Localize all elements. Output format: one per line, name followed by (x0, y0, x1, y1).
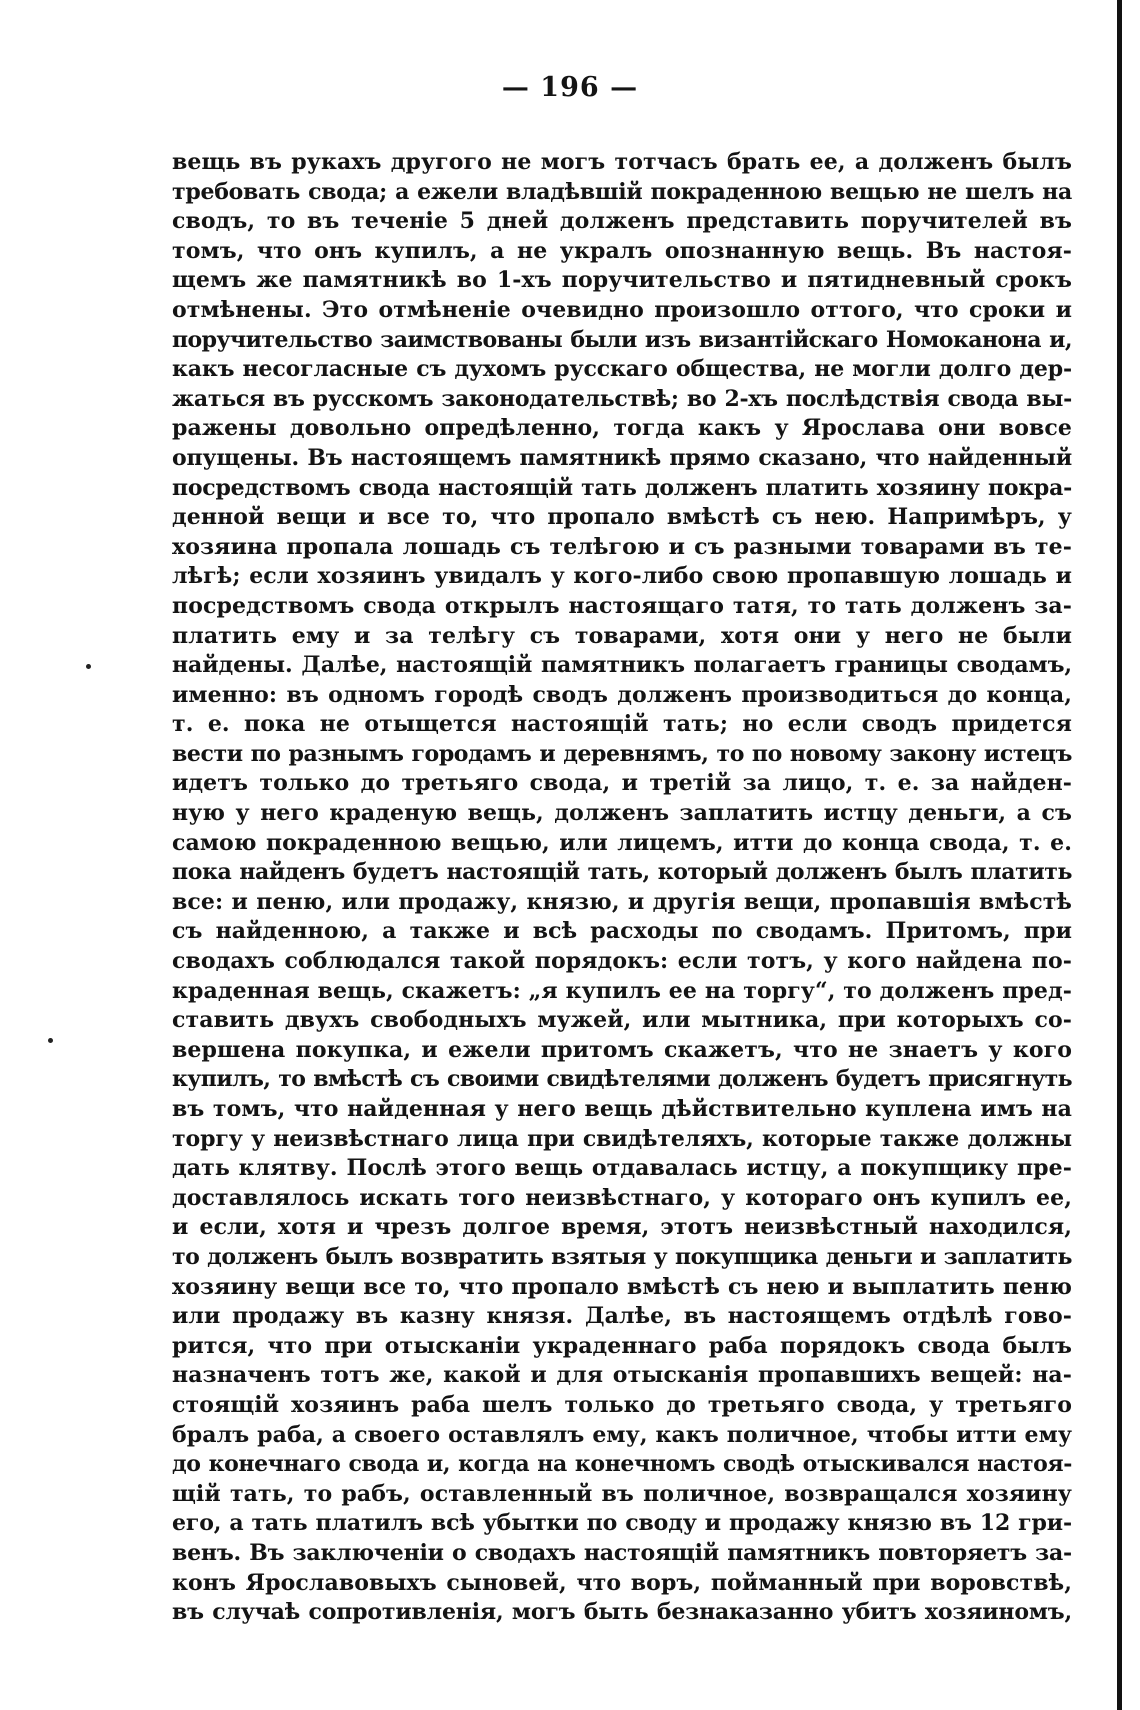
text-line: сводахъ соблюдался такой порядокъ: если тотъ, у кого найдена по- (172, 948, 1072, 975)
text-line: опущены. Въ настоящемъ памятникѣ прямо сказано, что найденный (172, 444, 1072, 471)
text-line: рится, что при отысканіи украденнаго раба порядокъ свода былъ (172, 1332, 1072, 1359)
text-line: въ томъ, что найденная у него вещь дѣйствительно куплена имъ на (172, 1096, 1072, 1122)
text-line: съ найденною, а также и всѣ расходы по сводамъ. Притомъ, при (172, 918, 1072, 945)
text-line: ставить двухъ свободныхъ мужей, или мытника, при которыхъ со- (172, 1007, 1072, 1034)
text-line: его, а тать платилъ всѣ убытки по своду и продажу князю въ 12 гри- (172, 1510, 1072, 1537)
text-line: ражены довольно опредѣленно, тогда какъ у Ярослава они вовсе (172, 415, 1072, 442)
text-line: посредствомъ свода настоящій тать долженъ платить хозяину покра- (172, 474, 1072, 501)
stray-ink-mark (48, 1038, 53, 1043)
text-line: то долженъ былъ возвратить взятыя у покупщика деньги и заплатить (172, 1243, 1072, 1270)
text-line: т. е. пока не отыщется настоящій тать; но если сводъ придется (172, 711, 1072, 738)
text-line: хозяина пропала лошадь съ телѣгою и съ разными товарами въ те- (172, 533, 1072, 560)
text-line: требовать свода; а ежели владѣвшій покраденною вещью не шелъ на (172, 178, 1072, 205)
text-line: жаться въ русскомъ законодательствѣ; во 2-хъ послѣдствія свода вы- (172, 385, 1072, 412)
text-line: купилъ, то вмѣстѣ съ своими свидѣтелями долженъ будетъ присягнуть (172, 1066, 1072, 1093)
text-line: хозяину вещи все то, что пропало вмѣстѣ съ нею и выплатить пеню (172, 1273, 1072, 1300)
scan-edge-shadow (1117, 0, 1122, 1710)
text-line: платить ему и за телѣгу съ товарами, хотя они у него не были (172, 622, 1072, 649)
text-line: краденная вещь, скажетъ: „я купилъ ее на торгу“, то долженъ пред- (172, 977, 1072, 1004)
text-line: все: и пеню, или продажу, князю, и другія вещи, пропавшія вмѣстѣ (172, 888, 1072, 915)
text-line: бралъ раба, а своего оставлялъ ему, какъ поличное, чтобы итти ему (172, 1421, 1072, 1448)
text-line: въ случаѣ сопротивленія, могъ быть безнаказанно убитъ хозяиномъ, (172, 1599, 1072, 1626)
text-line: томъ, что онъ купилъ, а не укралъ опознанную вещь. Въ настоя- (172, 237, 1072, 264)
text-line: до конечнаго свода и, когда на конечномъ сводѣ отыскивался настоя- (172, 1451, 1072, 1478)
page-number: — 196 — (501, 72, 639, 103)
text-line: поручительство заимствованы были изъ византійскаго Номоканона и, (172, 326, 1072, 353)
text-line: именно: въ одномъ городѣ сводъ долженъ производиться до конца, (172, 681, 1072, 708)
stray-ink-mark (86, 664, 91, 669)
body-text (172, 148, 1072, 1628)
text-line: венъ. Въ заключеніи о сводахъ настоящій памятникъ повторяетъ за- (172, 1539, 1072, 1566)
text-line: идетъ только до третьяго свода, и третій за лицо, т. е. за найден- (172, 770, 1072, 797)
text-line: стоящій хозяинъ раба шелъ только до третьяго свода, у третьяго (172, 1391, 1072, 1418)
text-line: самою покраденною вещью, или лицемъ, итти до конца свода, т. е. (172, 829, 1072, 856)
text-line: денной вещи и все то, что пропало вмѣстѣ съ нею. Напримѣръ, у (172, 504, 1072, 531)
text-line: ную у него краденую вещь, долженъ заплатить истцу деньги, а съ (172, 800, 1072, 827)
text-line: пока найденъ будетъ настоящій тать, который долженъ былъ платить (172, 859, 1072, 886)
text-line: сводъ, то въ теченіе 5 дней долженъ представить поручителей въ (172, 208, 1072, 235)
text-line: конъ Ярославовыхъ сыновей, что воръ, пойманный при воровствѣ, (172, 1569, 1072, 1596)
text-line: какъ несогласные съ духомъ русскаго общества, не могли долго дер- (172, 356, 1072, 383)
text-line: щій тать, то рабъ, оставленный въ поличное, возвращался хозяину (172, 1480, 1072, 1507)
text-line: вершена покупка, и ежели притомъ скажетъ, что не знаетъ у кого (172, 1036, 1072, 1063)
text-line: вести по разнымъ городамъ и деревнямъ, то по новому закону истецъ (172, 740, 1072, 767)
text-line: назначенъ тотъ же, какой и для отысканія пропавшихъ вещей: на- (172, 1362, 1072, 1389)
text-line: и если, хотя и чрезъ долгое время, этотъ неизвѣстный находился, (172, 1214, 1072, 1241)
text-line: посредствомъ свода открылъ настоящаго татя, то тать долженъ за- (172, 592, 1072, 619)
text-line: найдены. Далѣе, настоящій памятникъ полагаетъ границы сводамъ, (172, 652, 1072, 679)
text-line: дать клятву. Послѣ этого вещь отдавалась истцу, а покупщику пре- (172, 1155, 1072, 1182)
text-line: доставлялось искать того неизвѣстнаго, у котораго онъ купилъ ее, (172, 1184, 1072, 1211)
text-line: торгу у неизвѣстнаго лица при свидѣтеляхъ, которые также должны (172, 1125, 1072, 1152)
text-line: или продажу въ казну князя. Далѣе, въ настоящемъ отдѣлѣ гово- (172, 1303, 1072, 1330)
text-line: отмѣнены. Это отмѣненіе очевидно произошло оттого, что сроки и (172, 296, 1072, 323)
text-line: щемъ же памятникѣ во 1-хъ поручительство и пятидневный срокъ (172, 267, 1072, 294)
text-line: лѣгѣ; если хозяинъ увидалъ у кого-либо свою пропавшую лошадь и (172, 563, 1072, 590)
text-line: вещь въ рукахъ другого не могъ тотчасъ брать ее, а долженъ былъ (172, 149, 1072, 175)
